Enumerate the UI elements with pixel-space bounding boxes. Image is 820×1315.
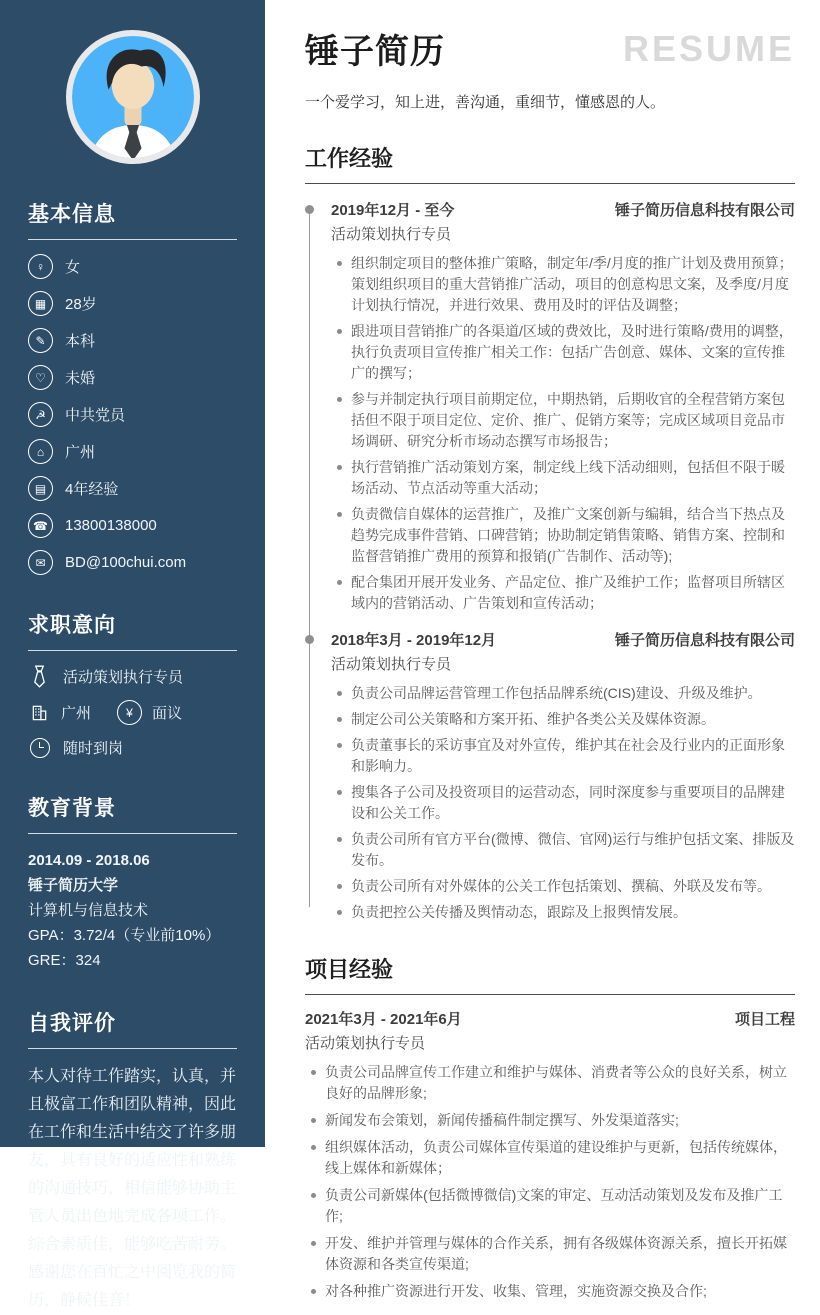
intent-salary xyxy=(117,700,182,725)
gender-value: 女 xyxy=(65,259,81,276)
building-icon xyxy=(28,703,51,722)
bullet-item: 负责微信自媒体的运营推广，及推广文案创新与编辑，结合当下热点及趋势完成事件营销、口碑营销；协助制定销售策略、销售方案、控制和监督营销推广费用的预算和报销(广告制作、活动等); xyxy=(331,504,795,567)
list-item-phone xyxy=(28,513,237,538)
bullet-item: 执行营销推广活动策划方案，制定线上线下活动细则，包括但不限于暖场活动、节点活动等重大活动； xyxy=(331,457,795,499)
marital-status-icon: ♡ xyxy=(28,365,53,390)
experience-icon: ▤ xyxy=(28,476,53,501)
clock-icon xyxy=(28,738,51,758)
entry-bullets xyxy=(305,1062,795,1302)
age-value: 28岁 xyxy=(65,296,97,313)
intent-availability xyxy=(28,737,237,758)
sidebar xyxy=(0,0,265,1309)
self-evaluation-title: 自我评价 xyxy=(28,1012,116,1035)
bullet-item: 开发、维护并管理与媒体的合作关系，拥有各级媒体资源关系，擅长开拓媒体资源和各类宣传渠道; xyxy=(305,1233,795,1275)
list-item-gender xyxy=(28,254,237,279)
intent-position-value: 活动策划执行专员 xyxy=(63,669,184,686)
bullet-item: 负责把控公关传播及舆情动态，跟踪及上报舆情发展。 xyxy=(331,902,795,923)
entry-header xyxy=(305,1009,795,1031)
party-member-icon: ☭ xyxy=(28,402,53,427)
avatar xyxy=(66,30,200,164)
project-experience-section xyxy=(305,953,795,1302)
list-item-marital xyxy=(28,365,237,390)
city-icon: ⌂ xyxy=(28,439,53,464)
list-item-party xyxy=(28,402,237,427)
entry-period: 2019年12月 - 至今 xyxy=(331,202,455,219)
education-block xyxy=(28,848,237,973)
intent-position xyxy=(28,665,237,688)
work-experience-section xyxy=(305,142,795,923)
entry-period: 2021年3月 - 2021年6月 xyxy=(305,1011,462,1028)
resume-watermark: RESUME xyxy=(622,27,795,69)
intent-city-salary-row xyxy=(28,700,237,725)
divider xyxy=(28,833,237,834)
bullet-item: 组织媒体活动，负责公司媒体宣传渠道的建设维护与更新，包括传统媒体，线上媒体和新媒体； xyxy=(305,1137,795,1179)
bullet-item: 负责公司所有对外媒体的公关工作包括策划、撰稿、外联及发布等。 xyxy=(331,876,795,897)
bullet-item: 对各种推广资源进行开发、收集、管理，实施资源交换及合作; xyxy=(305,1281,795,1302)
entry-role: 活动策划执行专员 xyxy=(331,656,452,673)
entry-company: 锤子简历信息科技有限公司 xyxy=(614,632,795,649)
divider xyxy=(28,1048,237,1049)
basic-info-title: 基本信息 xyxy=(28,203,116,226)
email-icon: ✉ xyxy=(28,550,53,575)
entry-role: 活动策划执行专员 xyxy=(305,1035,426,1052)
list-item-age xyxy=(28,291,237,316)
education-icon: ✎ xyxy=(28,328,53,353)
entry-period: 2018年3月 - 2019年12月 xyxy=(331,632,497,649)
work-experience-heading: 工作经验 xyxy=(305,142,795,184)
education-period: 2014.09 - 2018.06 xyxy=(28,852,150,869)
page-title: 锤子简历 xyxy=(305,33,445,71)
education-section-title: 教育背景 xyxy=(28,797,116,820)
work-timeline xyxy=(305,200,795,923)
entry-company: 锤子简历信息科技有限公司 xyxy=(614,202,795,219)
tie-icon xyxy=(28,665,51,688)
entry-company: 项目工程 xyxy=(734,1011,795,1028)
party-value: 中共党员 xyxy=(65,407,126,424)
bullet-item: 负责董事长的采访事宜及对外宣传，维护其在社会及行业内的正面形象和影响力。 xyxy=(331,735,795,777)
entry-bullets xyxy=(331,683,795,923)
intent-city-value: 广州 xyxy=(61,705,92,722)
education-gre: GRE：324 xyxy=(28,952,101,969)
phone-value: 13800138000 xyxy=(65,517,157,534)
divider xyxy=(28,239,237,240)
gender-icon: ♀ xyxy=(28,254,53,279)
list-item-education xyxy=(28,328,237,353)
tagline: 一个爱学习，知上进，善沟通，重细节，懂感恩的人。 xyxy=(305,94,666,111)
bullet-item: 负责公司新媒体(包括微博微信)文案的审定、互动活动策划及发布及推广工作; xyxy=(305,1185,795,1227)
experience-value: 4年经验 xyxy=(65,481,119,498)
phone-icon: ☎ xyxy=(28,513,53,538)
job-intent-title: 求职意向 xyxy=(28,614,116,637)
work-entry xyxy=(305,200,795,614)
bullet-item: 跟进项目营销推广的各渠道/区域的费效比，及时进行策略/费用的调整，执行负责项目宣传推广相关工作：包括广告创意、媒体、文案的宣传推广的撰写； xyxy=(331,321,795,384)
education-value: 本科 xyxy=(65,333,96,350)
avatar-illustration xyxy=(72,36,194,158)
bullet-item: 负责公司所有官方平台(微博、微信、官网)运行与维护包括文案、排版及发布。 xyxy=(331,829,795,871)
intent-availability-value: 随时到岗 xyxy=(63,740,124,757)
list-item-city xyxy=(28,439,237,464)
entry-header xyxy=(331,200,795,222)
education-major: 计算机与信息技术 xyxy=(28,902,149,919)
age-calendar-icon: ▦ xyxy=(28,291,53,316)
work-entry xyxy=(305,630,795,923)
marital-value: 未婚 xyxy=(65,370,96,387)
bullet-item: 负责公司品牌宣传工作建立和维护与媒体、消费者等公众的良好关系，树立良好的品牌形象; xyxy=(305,1062,795,1104)
entry-header xyxy=(331,630,795,652)
project-entry xyxy=(305,1009,795,1302)
project-experience-heading: 项目经验 xyxy=(305,953,795,995)
entry-role: 活动策划执行专员 xyxy=(331,226,452,243)
intent-city xyxy=(28,702,91,723)
yen-icon: ¥ xyxy=(117,700,142,725)
list-item-email xyxy=(28,550,237,575)
main-content xyxy=(305,0,795,1308)
entry-bullets xyxy=(331,253,795,614)
bullet-item: 搜集各子公司及投资项目的运营动态，同时深度参与重要项目的品牌建设和公关工作。 xyxy=(331,782,795,824)
education-gpa: GPA：3.72/4（专业前10%） xyxy=(28,927,221,944)
header xyxy=(305,24,795,73)
city-value: 广州 xyxy=(65,444,96,461)
bullet-item: 负责公司品牌运营管理工作包括品牌系统(CIS)建设、升级及维护。 xyxy=(331,683,795,704)
education-school: 锤子简历大学 xyxy=(28,877,119,894)
divider xyxy=(28,650,237,651)
self-evaluation-text: 本人对待工作踏实，认真，并且极富工作和团队精神，因此在工作和生活中结交了许多朋友，具有良好的适应性和熟练的沟通技巧，相信能够协助主管人员出色地完成各项工作。综合素质佳，能够吃苦耐劳。感谢您在百忙之中阅览我的简历，静候佳音！ xyxy=(28,1068,237,1309)
basic-info-list xyxy=(28,254,237,575)
bullet-item: 制定公司公关策略和方案开拓、维护各类公关及媒体资源。 xyxy=(331,709,795,730)
email-value: BD@100chui.com xyxy=(65,554,187,571)
intent-salary-value: 面议 xyxy=(152,705,183,722)
bullet-item: 配合集团开展开发业务、产品定位、推广及维护工作；监督项目所辖区域内的营销活动、广告策划和宣传活动； xyxy=(331,572,795,614)
bullet-item: 新闻发布会策划，新闻传播稿件制定撰写、外发渠道落实; xyxy=(305,1110,795,1131)
list-item-experience xyxy=(28,476,237,501)
bullet-item: 组织制定项目的整体推广策略，制定年/季/月度的推广计划及费用预算；策划组织项目的重大营销推广活动，项目的创意构思文案，及季度/月度计划执行情况，并进行效果、费用及时的评估及调整； xyxy=(331,253,795,316)
bullet-item: 参与并制定执行项目前期定位，中期热销，后期收官的全程营销方案包括但不限于项目定位、定价、推广、促销方案等；完成区域项目竞品市场调研、研究分析市场动态撰写市场报告； xyxy=(331,389,795,452)
